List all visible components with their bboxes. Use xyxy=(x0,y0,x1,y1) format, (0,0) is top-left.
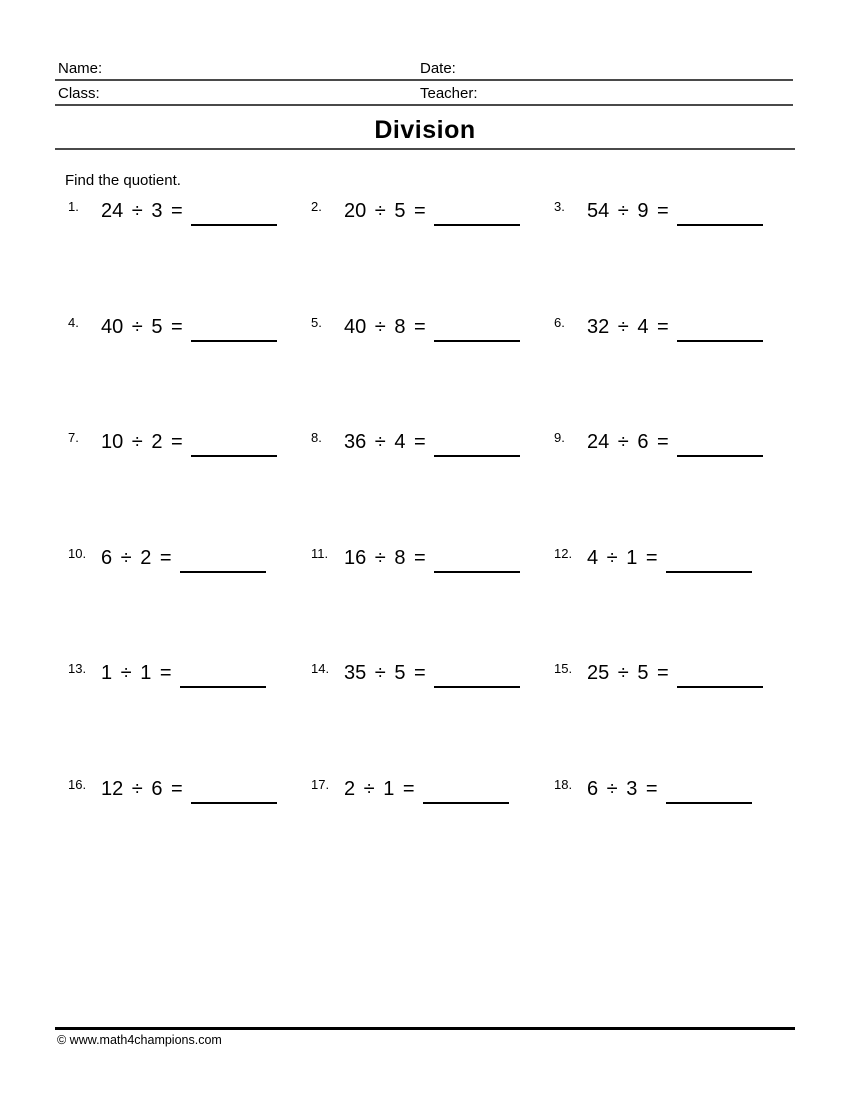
problem-cell xyxy=(65,656,308,772)
problem-number: 5. xyxy=(311,314,322,330)
problem-number: 9. xyxy=(554,430,565,446)
answer-blank[interactable] xyxy=(180,686,266,688)
answer-blank[interactable] xyxy=(434,686,520,688)
problem-expression: 1 ÷ 1 = xyxy=(101,662,172,685)
answer-blank[interactable] xyxy=(180,571,266,573)
problem-cell xyxy=(308,772,551,888)
problem-number: 12. xyxy=(554,545,573,561)
problem-cell xyxy=(65,310,308,426)
answer-blank[interactable] xyxy=(434,224,520,226)
problem-expression: 24 ÷ 6 = xyxy=(587,431,669,454)
problem-expression: 16 ÷ 8 = xyxy=(344,546,426,569)
problem-number: 18. xyxy=(554,776,573,792)
problems-grid xyxy=(65,194,794,888)
problem-expression: 32 ÷ 4 = xyxy=(587,315,669,338)
problem-number: 11. xyxy=(311,545,329,561)
answer-blank[interactable] xyxy=(666,571,752,573)
title-divider xyxy=(55,148,795,150)
problem-number: 1. xyxy=(68,199,79,214)
problem-cell xyxy=(65,425,308,541)
problem-cell xyxy=(65,772,308,888)
problem-expression: 36 ÷ 4 = xyxy=(344,431,426,454)
answer-blank[interactable] xyxy=(677,340,763,342)
problem-cell xyxy=(308,194,551,310)
worksheet-header xyxy=(55,58,793,108)
problem-number: 17. xyxy=(311,776,330,792)
problem-cell xyxy=(308,541,551,657)
answer-blank[interactable] xyxy=(677,686,763,688)
problem-cell xyxy=(551,425,794,541)
answer-blank[interactable] xyxy=(191,455,277,457)
header-row-name-date xyxy=(55,58,793,81)
problem-number: 14. xyxy=(311,661,330,677)
problem-number: 2. xyxy=(311,199,322,214)
answer-blank[interactable] xyxy=(666,802,752,804)
copyright-text: © www.math4champions.com xyxy=(57,1033,222,1047)
answer-blank[interactable] xyxy=(434,340,520,342)
problem-cell xyxy=(308,310,551,426)
problem-cell xyxy=(308,656,551,772)
problem-number: 16. xyxy=(68,776,87,792)
problem-number: 15. xyxy=(554,661,573,677)
problem-cell xyxy=(551,656,794,772)
problem-cell xyxy=(551,310,794,426)
problem-expression: 40 ÷ 5 = xyxy=(101,315,183,338)
problem-cell xyxy=(65,541,308,657)
problem-expression: 4 ÷ 1 = xyxy=(587,546,658,569)
answer-blank[interactable] xyxy=(191,224,277,226)
problem-expression: 10 ÷ 2 = xyxy=(101,431,183,454)
name-label: Name: xyxy=(58,60,103,77)
footer-divider xyxy=(55,1027,795,1030)
problem-expression: 6 ÷ 2 = xyxy=(101,546,172,569)
problem-expression: 40 ÷ 8 = xyxy=(344,315,426,338)
problem-number: 6. xyxy=(554,314,565,330)
answer-blank[interactable] xyxy=(191,802,277,804)
problem-expression: 6 ÷ 3 = xyxy=(587,777,658,800)
problem-expression: 54 ÷ 9 = xyxy=(587,200,669,222)
problem-number: 3. xyxy=(554,199,565,214)
problem-number: 7. xyxy=(68,430,79,446)
answer-blank[interactable] xyxy=(423,802,509,804)
answer-blank[interactable] xyxy=(677,455,763,457)
problem-number: 10. xyxy=(68,545,87,561)
problem-cell xyxy=(65,194,308,310)
worksheet-title: Division xyxy=(374,116,476,144)
problem-number: 4. xyxy=(68,314,79,330)
date-label: Date: xyxy=(420,60,456,77)
answer-blank[interactable] xyxy=(191,340,277,342)
problem-cell xyxy=(551,541,794,657)
answer-blank[interactable] xyxy=(677,224,763,226)
problem-expression: 24 ÷ 3 = xyxy=(101,200,183,222)
problem-number: 8. xyxy=(311,430,322,446)
problem-cell xyxy=(308,425,551,541)
problem-cell xyxy=(551,772,794,888)
problem-expression: 35 ÷ 5 = xyxy=(344,662,426,685)
header-row-class-teacher xyxy=(55,83,793,106)
answer-blank[interactable] xyxy=(434,571,520,573)
problem-number: 13. xyxy=(68,661,87,677)
answer-blank[interactable] xyxy=(434,455,520,457)
problem-expression: 20 ÷ 5 = xyxy=(344,200,426,222)
problem-expression: 25 ÷ 5 = xyxy=(587,662,669,685)
problem-cell xyxy=(551,194,794,310)
instructions-text: Find the quotient. xyxy=(65,172,181,189)
problem-expression: 2 ÷ 1 = xyxy=(344,777,415,800)
problem-expression: 12 ÷ 6 = xyxy=(101,777,183,800)
class-label: Class: xyxy=(58,85,100,102)
teacher-label: Teacher: xyxy=(420,85,478,102)
